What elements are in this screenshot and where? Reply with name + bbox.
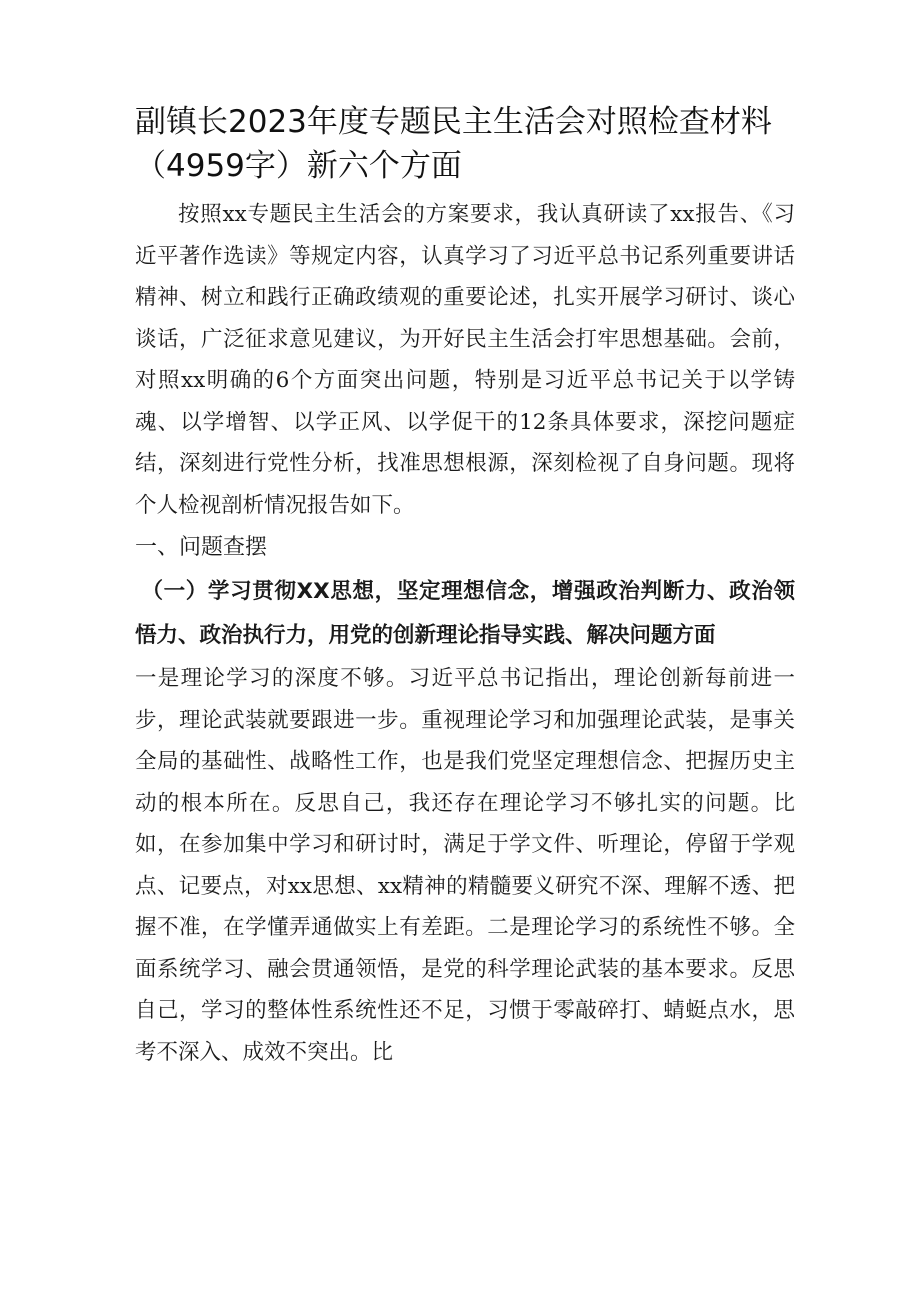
document-page [135,100,795,1073]
section-heading: 一、问题查摆 [135,535,268,560]
subsection-body: 一是理论学习的深度不够。习近平总书记指出，理论创新每前进一步，理论武装就要跟进一步。重视理论学习和加强理论武装，是事关全局的基础性、战略性工作，也是我们党坚定理想信念、把握历史主动的根本所在。反思自己，我还存在理论学习不够扎实的问题。比如，在参加集中学习和研讨时，满足于学文件、听理论，停留于学观点、记要点，对xx思想、xx精神的精髓要义研究不深、理解不透、把握不准，在学懂弄通做实上有差距。二是理论学习的系统性不够。全面系统学习、融会贯通领悟，是党的科学理论武装的基本要求。反思自己，学习的整体性系统性还不足，习惯于零敲碎打、蜻蜓点水，思考不深入、成效不突出。比 [135,666,795,1065]
intro-paragraph: 按照xx专题民主生活会的方案要求，我认真研读了xx报告、《习近平著作选读》等规定内容，认真学习了习近平总书记系列重要讲话精神、树立和践行正确政绩观的重要论述，扎实开展学习研讨、谈心谈话，广泛征求意见建议，为开好民主生活会打牢思想基础。会前，对照xx明确的6个方面突出问题，特别是习近平总书记关于以学铸魂、以学增智、以学正风、以学促干的12条具体要求，深挖问题症结，深刻进行党性分析，找准思想根源，深刻检视了自身问题。现将个人检视剖析情况报告如下。 [135,202,795,518]
document-title: 副镇长2023年度专题民主生活会对照检查材料（4959字）新六个方面 [135,104,772,184]
subsection-heading: （一）学习贯彻XX思想，坚定理想信念，增强政治判断力、政治领悟力、政治执行力，用党的创新理论指导实践、解决问题方面 [135,579,795,648]
